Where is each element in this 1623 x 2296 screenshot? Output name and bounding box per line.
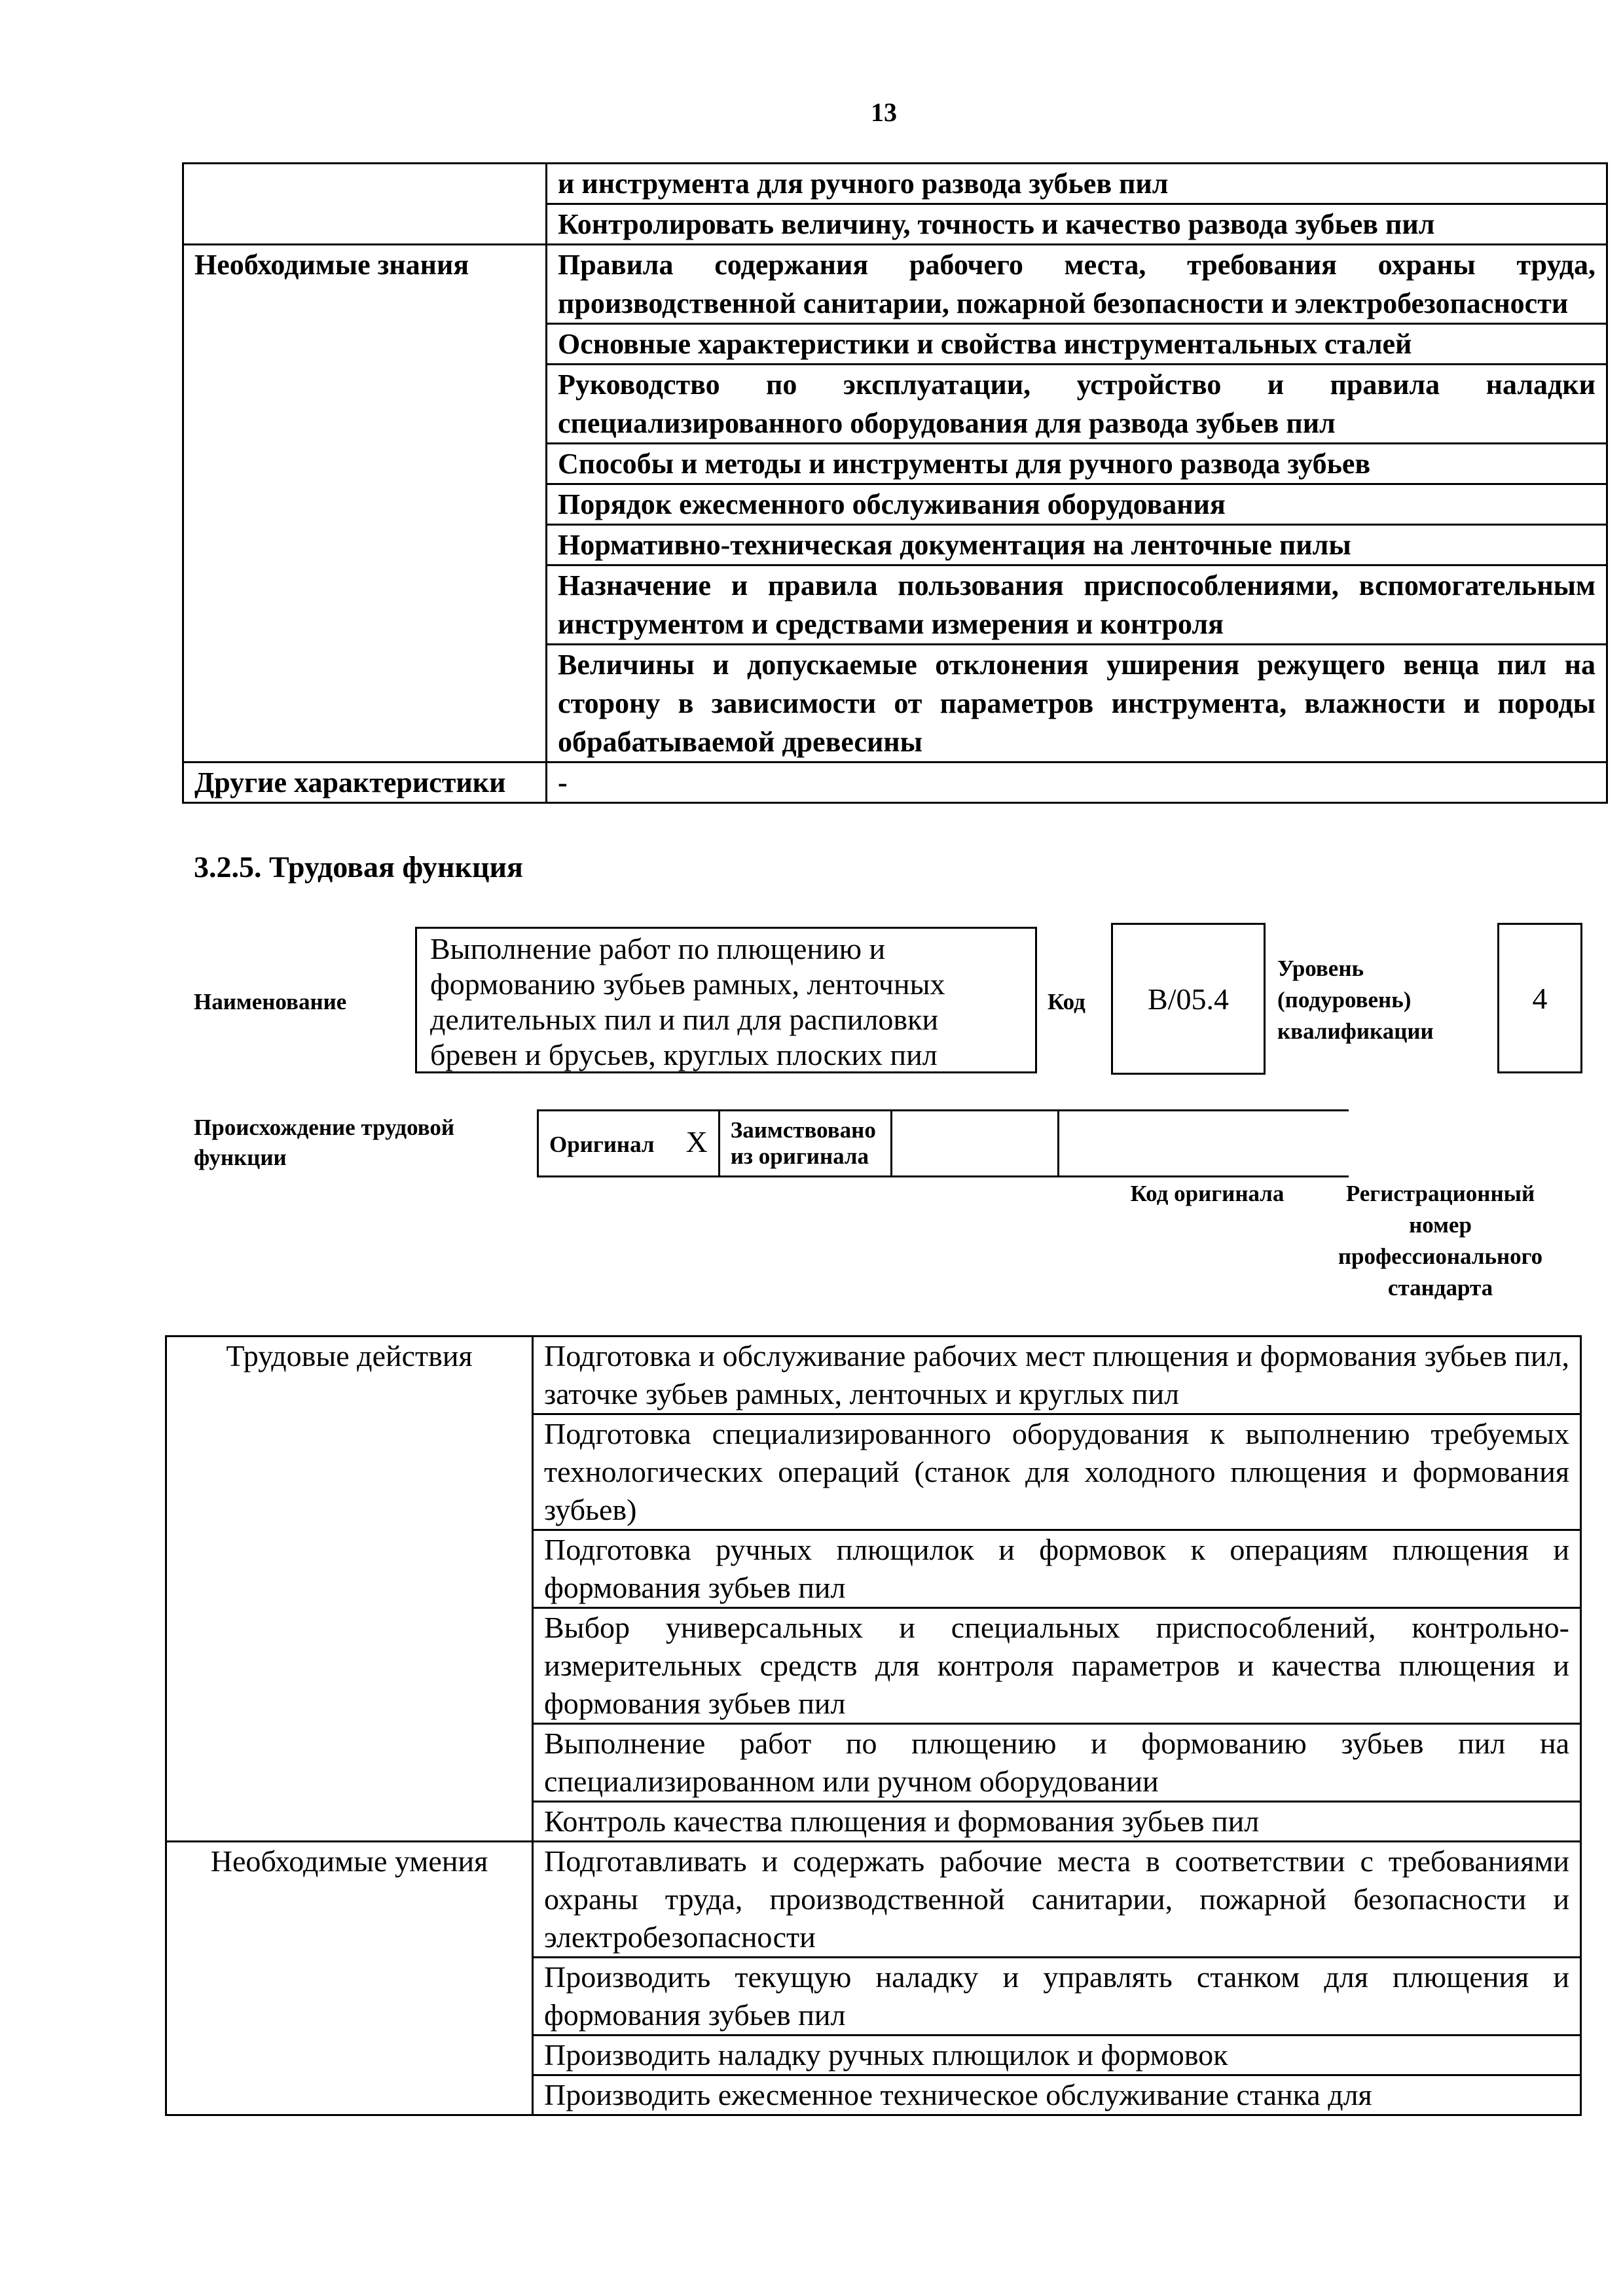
code-value: B/05.4 <box>1148 982 1229 1016</box>
reg-caption: Регистрационный номер профессионального стандарта <box>1338 1181 1543 1300</box>
table-cell: Производить наладку ручных плющилок и формовок <box>533 2036 1581 2075</box>
code-box <box>1111 923 1266 1075</box>
table-row-label: Трудовые действия <box>166 1336 533 1842</box>
code-label: Код <box>1048 989 1085 1014</box>
table-cell: Подготовка и обслуживание рабочих мест плющения и формования зубьев пил, заточке зубьев рамных, ленточных и круглых пил <box>533 1336 1581 1414</box>
table-cell: Подготовка специализированного оборудования к выполнению требуемых технологических операций (станок для холодного плющения и формования зубьев) <box>533 1414 1581 1530</box>
table-cell: Производить ежесменное техническое обслуживание станка для <box>533 2075 1581 2115</box>
table-cell: и инструмента для ручного развода зубьев пил <box>547 164 1607 204</box>
table-cell: Основные характеристики и свойства инструментальных сталей <box>547 324 1607 365</box>
table-cell: Руководство по эксплуатации, устройство и правила наладки специализированного оборудования для развода зубьев пил <box>547 365 1607 444</box>
knowledge-table <box>182 162 1608 804</box>
borrowed-cell: Заимствовано из оригинала <box>719 1111 891 1177</box>
origin-label: Происхождение трудовой функции <box>194 1115 455 1170</box>
table-cell: Подготавливать и содержать рабочие места в соответствии с требованиями охраны труда, производственной санитарии, пожарной безопасности и электробезопасности <box>533 1842 1581 1958</box>
table-cell: Правила содержания рабочего места, требования охраны труда, производственной санитарии, пожарной безопасности и электробезопасности <box>547 245 1607 324</box>
table-cell: Производить текущую наладку и управлять станком для плющения и формования зубьев пил <box>533 1958 1581 2036</box>
table-cell: Величины и допускаемые отклонения уширения режущего венца пил на сторону в зависимости от параметров инструмента, влажности и породы обрабатываемой древесины <box>547 645 1607 762</box>
section-title: 3.2.5. Трудовая функция <box>194 850 523 884</box>
table-cell: Выбор универсальных и специальных приспособлений, контрольно-измерительных средств для контроля параметров и качества плющения и формования зубьев пил <box>533 1608 1581 1724</box>
original-label: Оригинал <box>549 1132 655 1157</box>
table-row-label: Необходимые знания <box>183 245 547 762</box>
level-value: 4 <box>1532 981 1548 1015</box>
table-cell: - <box>547 762 1607 803</box>
table-cell: Контролировать величину, точность и качество развода зубьев пил <box>547 204 1607 245</box>
table-row-label: Другие характеристики <box>183 762 547 803</box>
table-cell: Нормативно-техническая документация на ленточные пилы <box>547 525 1607 565</box>
level-box <box>1497 923 1582 1073</box>
table-cell: Выполнение работ по плющению и формованию зубьев пил на специализированном или ручном оборудовании <box>533 1724 1581 1802</box>
original-mark: X <box>685 1125 708 1158</box>
table-row-label: Необходимые умения <box>166 1842 533 2115</box>
function-name-box: Выполнение работ по плющению и формованию зубьев рамных, ленточных делительных пил и пил для распиловки бревен и брусьев, круглых плоских пил <box>415 927 1037 1073</box>
table-cell: Способы и методы и инструменты для ручного развода зубьев <box>547 444 1607 484</box>
actions-table <box>165 1335 1582 2116</box>
original-cell <box>538 1111 720 1177</box>
level-label: Уровень (подуровень) квалификации <box>1277 956 1434 1044</box>
table-cell: Назначение и правила пользования приспособлениями, вспомогательным инструментом и средствами измерения и контроля <box>547 565 1607 645</box>
name-label: Наименование <box>194 989 347 1014</box>
table-cell: Контроль качества плющения и формования зубьев пил <box>533 1802 1581 1842</box>
origin-table <box>537 1109 1349 1177</box>
code-caption: Код оригинала <box>1130 1181 1285 1206</box>
table-cell: Порядок ежесменного обслуживания оборудования <box>547 484 1607 525</box>
original-code-cell <box>891 1111 1058 1177</box>
table-cell: Подготовка ручных плющилок и формовок к операциям плющения и формования зубьев пил <box>533 1530 1581 1608</box>
table-row-label <box>183 164 547 245</box>
reg-number-cell <box>1058 1111 1349 1177</box>
page-number: 13 <box>871 98 897 127</box>
